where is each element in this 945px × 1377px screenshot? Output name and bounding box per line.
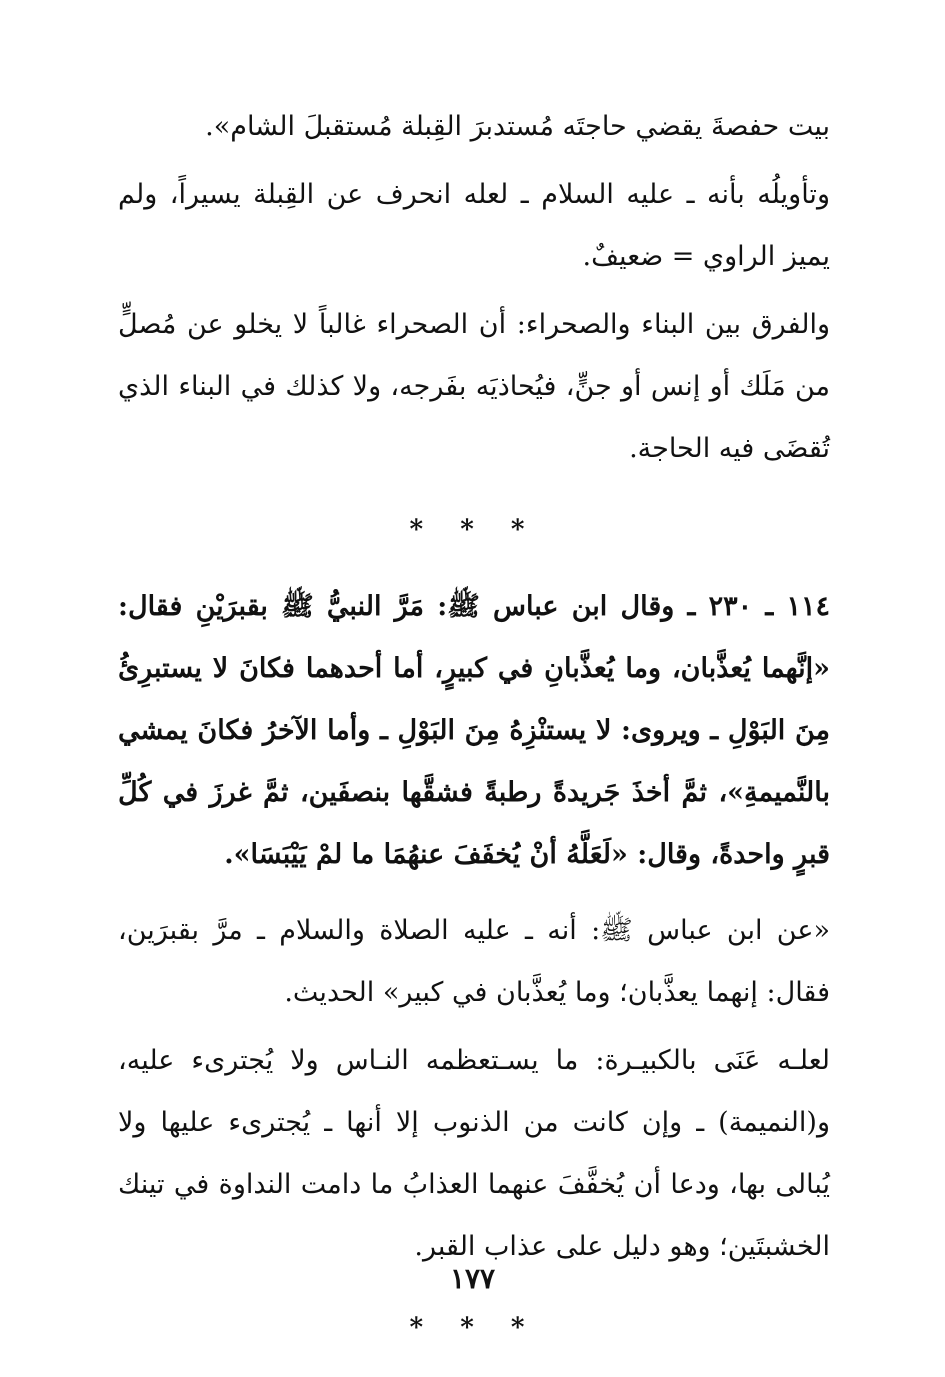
section-separator: * * * — [409, 1313, 539, 1343]
commentary-quote: «عن ابن عباس ﷺ: أنه ـ عليه الصلاة والسلام ـ مرَّ بقبرَين، فقال: إنهما يعذَّبان؛ وما يُعذَّبان في كبير» الحديث. — [118, 915, 830, 1008]
page-body — [118, 96, 830, 1374]
page-number: ١٧٧ — [449, 1262, 496, 1295]
paragraph-building-desert: والفرق بين البناء والصحراء: أن الصحراء غالباً لا يخلو عن مُصلٍّ من مَلَك أو إنس أو جنٍّ، فيُحاذيَه بفَرجه، ولا كذلك في البناء الذي تُقضَى فيه الحاجة. — [118, 309, 830, 464]
section-separator: * * * — [409, 515, 539, 545]
hadith-text: ١١٤ ـ ٢٣٠ ـ وقال ابن عباس ﷺ: مَرَّ النبيُّ ﷺ بقبرَيْنِ فقال: «إنَّهما يُعذَّبان، وما يُعذَّبانِ في كبيرٍ، أما أحدهما فكانَ لا يستبرِئُ مِنَ البَوْلِ ـ ويروى: لا يستنْزِهُ مِنَ البَوْلِ ـ وأما الآخرُ فكانَ يمشي بالنَّميمةِ»، ثمَّ أخذَ جَريدةً رطبةً فشقَّها بنصفَين، ثمَّ غرزَ في كُلِّ قبرٍ واحدةً، وقال: «لَعَلَّهُ أنْ يُخفَفَ عنهُمَا ما لمْ يَيْبَسَا». — [118, 591, 830, 870]
paragraph-continuation: بيت حفصةَ يقضي حاجتَه مُستدبرَ القِبلة مُستقبلَ الشام». — [205, 111, 830, 142]
paragraph-interpretation: وتأويلُه بأنه ـ عليه السلام ـ لعله انحرف عن القِبلة يسيراً، ولم يميز الراوي = ضعيفٌ. — [118, 179, 830, 272]
commentary-explanation: لعلـه عَنَى بالكبيـرة: ما يسـتعظمه النـاس ولا يُجترىء عليه، و(النميمة) ـ وإن كانت من الذنوب إلا أنها ـ يُجترىء عليها ولا يُبالى بها، ودعا أن يُخفَّفَ عنهما العذابُ ما دامت النداوة في تينك الخشبتَين؛ وهو دليل على عذاب القبر. — [118, 1045, 830, 1262]
